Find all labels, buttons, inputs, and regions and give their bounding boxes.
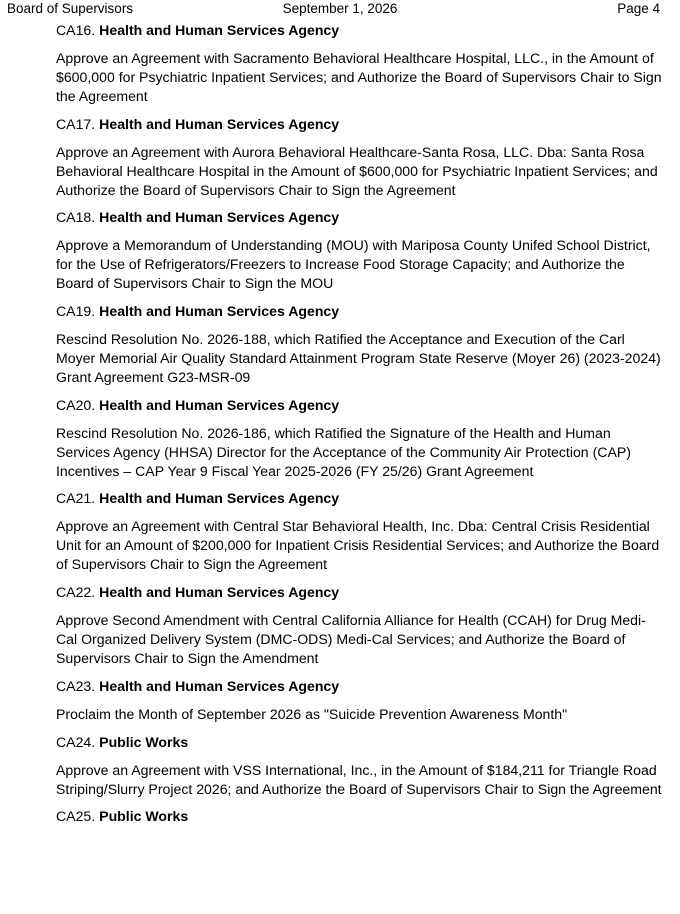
- agenda-item-heading: [56, 302, 662, 321]
- item-description: Rescind Resolution No. 2026-188, which Ratified the Acceptance and Execution of the Carl Moyer Memorial Air Quality Standard Attainment Program State Reserve (Moyer 26) (2023-2024) Grant Agreement G23-MSR-09: [56, 331, 661, 386]
- item-department: Health and Human Services Agency: [99, 396, 340, 413]
- agenda-item-heading: [56, 208, 662, 227]
- item-department: Health and Human Services Agency: [99, 490, 340, 507]
- agenda-item-heading: [56, 115, 662, 134]
- header-date: September 1, 2026: [282, 1, 398, 16]
- item-department: Public Works: [99, 808, 189, 825]
- agenda-item: [56, 489, 662, 574]
- agenda-item: [56, 733, 662, 799]
- agenda-item-heading: [56, 733, 662, 752]
- item-number: CA16.: [56, 22, 96, 38]
- agenda-item: [56, 583, 662, 668]
- agenda-item-heading: [56, 489, 662, 508]
- item-department: Health and Human Services Agency: [99, 303, 340, 320]
- item-number: CA23.: [56, 677, 96, 694]
- agenda-item: [56, 115, 662, 200]
- header-board-title: Board of Supervisors: [7, 1, 134, 16]
- item-department: Health and Human Services Agency: [99, 115, 340, 132]
- agenda-item: [56, 302, 662, 387]
- agenda-item-heading: [56, 583, 662, 602]
- page-header: [0, 0, 680, 18]
- item-number: CA20.: [56, 396, 96, 413]
- agenda-item: [56, 21, 662, 106]
- agenda-item-heading: [56, 677, 662, 696]
- item-number: CA18.: [56, 209, 96, 226]
- item-number: CA17.: [56, 115, 96, 132]
- item-number: CA19.: [56, 303, 96, 320]
- item-description: Approve Second Amendment with Central California Alliance for Health (CCAH) for Drug Medi-Cal Organized Delivery System (DMC-ODS) Medi-Cal Services; and Authorize the Board of Supervisors Chair to Sign the Amendment: [56, 612, 646, 667]
- item-number: CA24.: [56, 733, 96, 750]
- item-department: Health and Human Services Agency: [99, 584, 340, 601]
- item-description: Approve an Agreement with VSS International, Inc., in the Amount of $184,211 for Triangle Road Striping/Slurry Project 2026; and Authorize the Board of Supervisors Chair to Sign the Agreement: [56, 761, 662, 797]
- agenda-content: [56, 21, 662, 835]
- item-description: Rescind Resolution No. 2026-186, which Ratified the Signature of the Health and Human Services Agency (HHSA) Director for the Acceptance of the Community Air Protection (CAP) Incentives – CAP Year 9 Fiscal Year 2025-2026 (FY 25/26) Grant Agreement: [56, 424, 631, 479]
- item-number: CA22.: [56, 584, 96, 601]
- header-page-number: Page 4: [617, 1, 660, 16]
- agenda-item: [56, 396, 662, 481]
- item-department: Public Works: [99, 733, 189, 750]
- agenda-item-heading: [56, 396, 662, 415]
- agenda-item: [56, 208, 662, 293]
- item-description: Proclaim the Month of September 2026 as "Suicide Prevention Awareness Month": [56, 705, 568, 722]
- item-number: CA21.: [56, 490, 96, 507]
- item-number: CA25.: [56, 808, 96, 825]
- item-description: Approve an Agreement with Aurora Behavioral Healthcare-Santa Rosa, LLC. Dba: Santa Rosa Behavioral Healthcare Hospital in the Amount of $600,000 for Psychiatric Inpatient Services; and Authorize the Board of Supervisors Chair to Sign the Agreement: [56, 143, 658, 198]
- item-description: Approve an Agreement with Central Star Behavioral Health, Inc. Dba: Central Crisis Residential Unit for an Amount of $200,000 for Inpatient Crisis Residential Services; and Authorize the Board of Supervisors Chair to Sign the Agreement: [56, 518, 660, 573]
- agenda-item-heading: [56, 21, 662, 40]
- item-department: Health and Human Services Agency: [99, 677, 340, 694]
- item-department: Health and Human Services Agency: [99, 209, 340, 226]
- item-department: Health and Human Services Agency: [99, 22, 340, 38]
- agenda-item: [56, 677, 662, 724]
- agenda-item-heading: [56, 807, 662, 826]
- item-description: Approve an Agreement with Sacramento Behavioral Healthcare Hospital, LLC., in the Amount of $600,000 for Psychiatric Inpatient Services; and Authorize the Board of Supervisors Chair to Sign the Agreement: [56, 50, 662, 104]
- item-description: Approve a Memorandum of Understanding (MOU) with Mariposa County Unifed School District, for the Use of Refrigerators/Freezers to Increase Food Storage Capacity; and Authorize the Board of Supervisors Chair to Sign the MOU: [56, 237, 651, 292]
- agenda-item: [56, 807, 662, 826]
